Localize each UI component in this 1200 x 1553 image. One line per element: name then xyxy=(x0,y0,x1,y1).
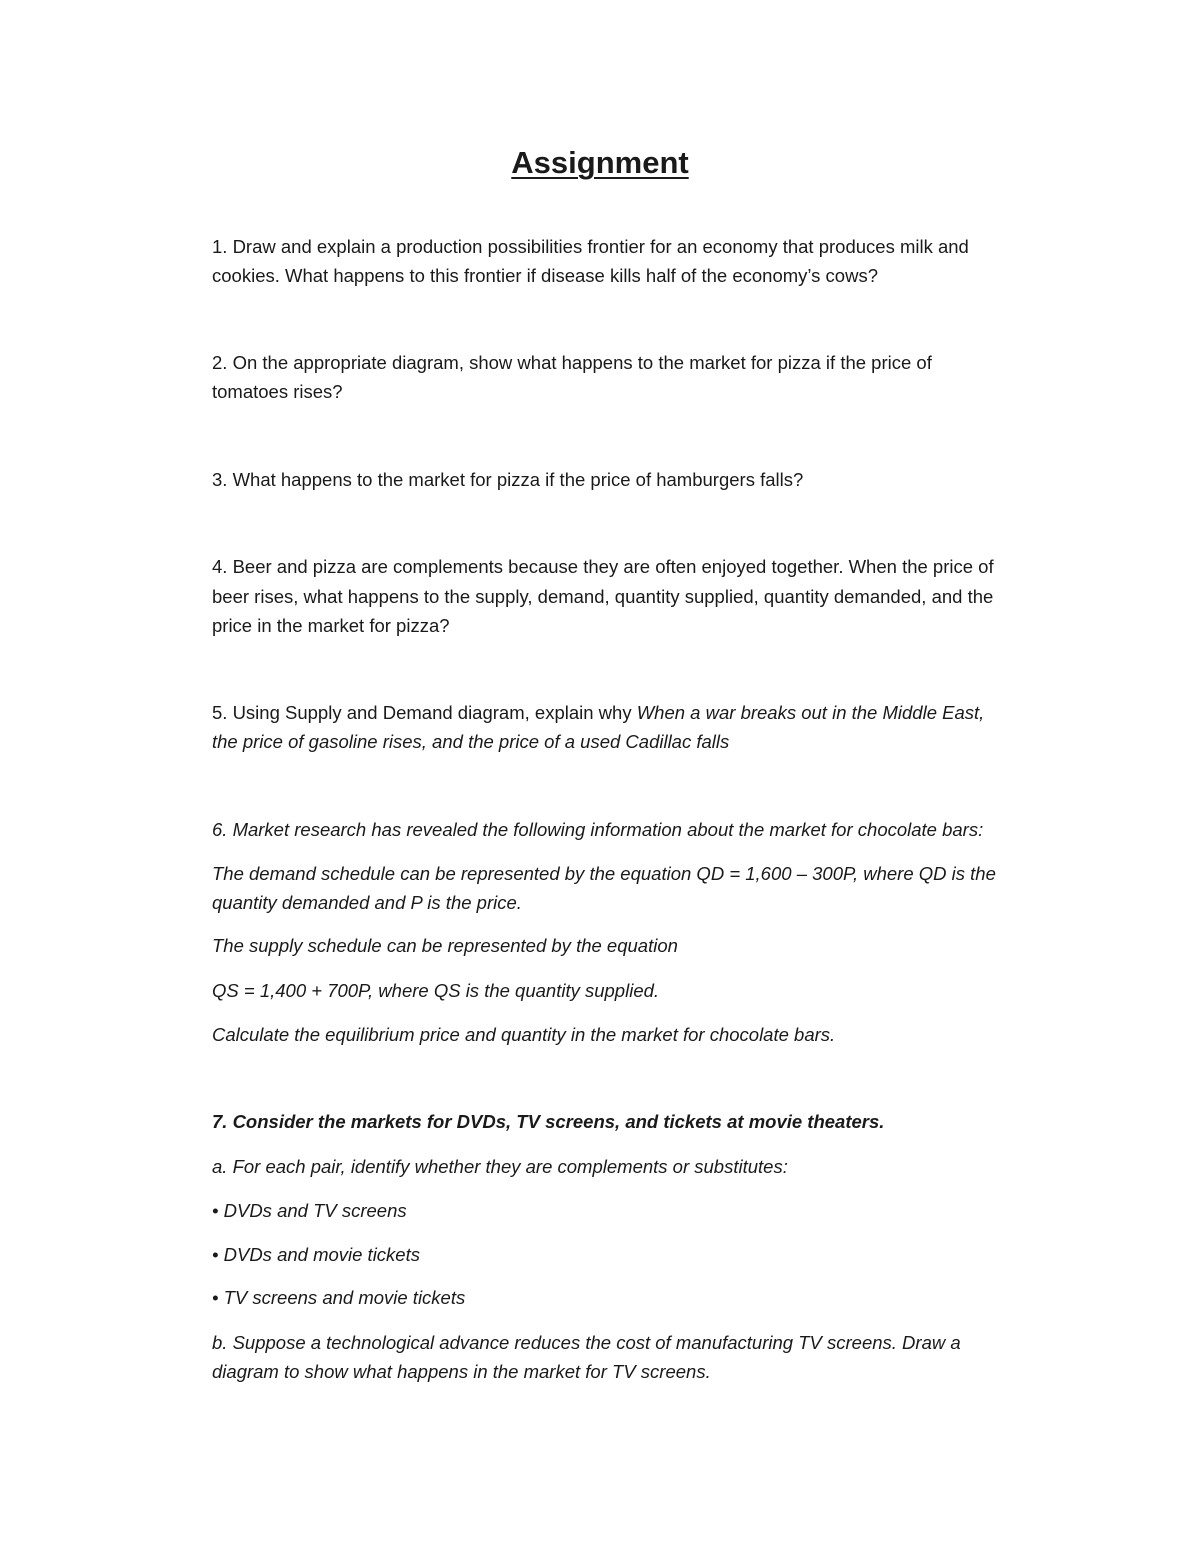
page-title: Assignment xyxy=(511,145,689,180)
question-6-demand-line-1: The demand schedule can be represented by the equation QD = 1,600 – 300P, where QD is the xyxy=(212,863,996,884)
question-5-intro: 5. Using Supply and Demand diagram, explain why xyxy=(212,702,637,723)
question-7-part-b-line-1: b. Suppose a technological advance reduces the cost of manufacturing TV screens. Draw a xyxy=(212,1332,961,1353)
question-7-part-b-line-2: diagram to show what happens in the market for TV screens. xyxy=(212,1361,711,1382)
question-2-line-2: tomatoes rises? xyxy=(212,381,343,402)
question-6-demand-line-2: quantity demanded and P is the price. xyxy=(212,892,522,913)
question-7-bullet-3: • TV screens and movie tickets xyxy=(212,1287,466,1308)
question-6-supply-line-1: The supply schedule can be represented by the equation xyxy=(212,935,678,956)
question-1-line-1: 1. Draw and explain a production possibilities frontier for an economy that produces milk and xyxy=(212,236,969,257)
question-5-quote-start: When a war breaks out in the Middle East, xyxy=(636,702,985,723)
question-3-line-1: 3. What happens to the market for pizza if the price of hamburgers falls? xyxy=(212,469,804,490)
question-7-bullet-1: • DVDs and TV screens xyxy=(212,1200,407,1221)
question-5-line-2: the price of gasoline rises, and the price of a used Cadillac falls xyxy=(212,731,730,752)
question-6-calculate: Calculate the equilibrium price and quantity in the market for chocolate bars. xyxy=(212,1024,836,1045)
question-6-line-1: 6. Market research has revealed the following information about the market for chocolate bars: xyxy=(212,819,984,840)
question-4-line-3: price in the market for pizza? xyxy=(212,615,450,636)
question-2-line-1: 2. On the appropriate diagram, show what happens to the market for pizza if the price of xyxy=(212,352,932,373)
question-7-part-a: a. For each pair, identify whether they are complements or substitutes: xyxy=(212,1156,788,1177)
question-6-supply-line-2: QS = 1,400 + 700P, where QS is the quantity supplied. xyxy=(212,980,660,1001)
question-1-line-2: cookies. What happens to this frontier if disease kills half of the economy’s cows? xyxy=(212,265,878,286)
question-7-line-1: 7. Consider the markets for DVDs, TV screens, and tickets at movie theaters. xyxy=(212,1111,885,1132)
question-4-line-2: beer rises, what happens to the supply, demand, quantity supplied, quantity demanded, and the xyxy=(212,586,994,607)
question-4-line-1: 4. Beer and pizza are complements because they are often enjoyed together. When the price of xyxy=(212,556,994,577)
question-5-line-1 xyxy=(212,698,1082,727)
question-7-bullet-2: • DVDs and movie tickets xyxy=(212,1244,420,1265)
